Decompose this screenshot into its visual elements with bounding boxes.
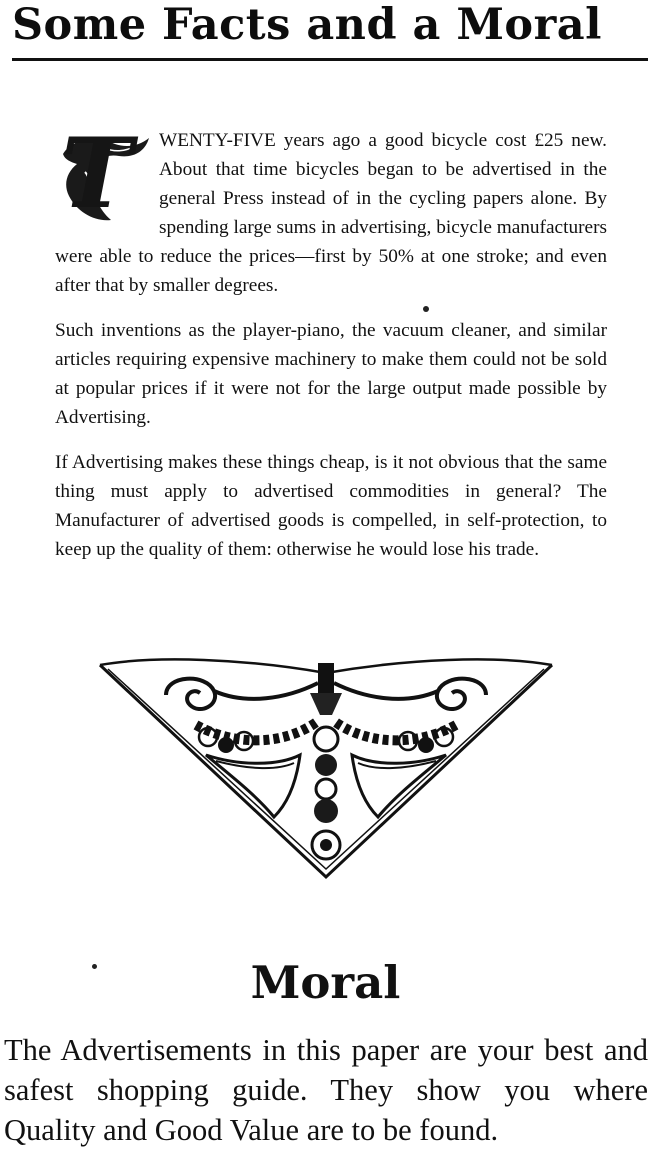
article-body (55, 117, 607, 580)
decorative-cornucopia-ornament-icon (96, 655, 556, 880)
headline-rule (12, 58, 648, 61)
headline: Some Facts and a Moral (12, 0, 602, 50)
article-paragraph-2: Such inventions as the player-piano, the vacuum cleaner, and similar articles requiring expensive machinery to make them could not be sold at popular prices if it were not for the large output made possible by Advertising. (55, 320, 607, 428)
print-speck (423, 306, 429, 312)
dropcap-letter: T (61, 117, 133, 230)
article-paragraph-1-text: WENTY-FIVE years ago a good bicycle cost £25 new. About that time bicycles began to be advertised in the general Press instead of in the cycling papers alone. By spending large sums in advertising, bicycle manufacturers were able to reduce the prices—first by 50% at one stroke; and even after that by smaller degrees. (55, 130, 607, 296)
article-paragraph-3: If Advertising makes these things cheap, is it not obvious that the same thing must apply to advertised commodities in general? The Manufacturer of advertised goods is compelled, in self-protection, to keep up the quality of them: otherwise he would lose his trade. (55, 452, 607, 560)
dropcap-ornament (55, 117, 153, 230)
moral-title: Moral (250, 956, 401, 1009)
print-speck (92, 964, 97, 969)
article-paragraph-1 (55, 117, 607, 300)
moral-text: The Advertisements in this paper are your best and safest shopping guide. They show you where Quality and Good Value are to be found. (4, 1033, 648, 1147)
